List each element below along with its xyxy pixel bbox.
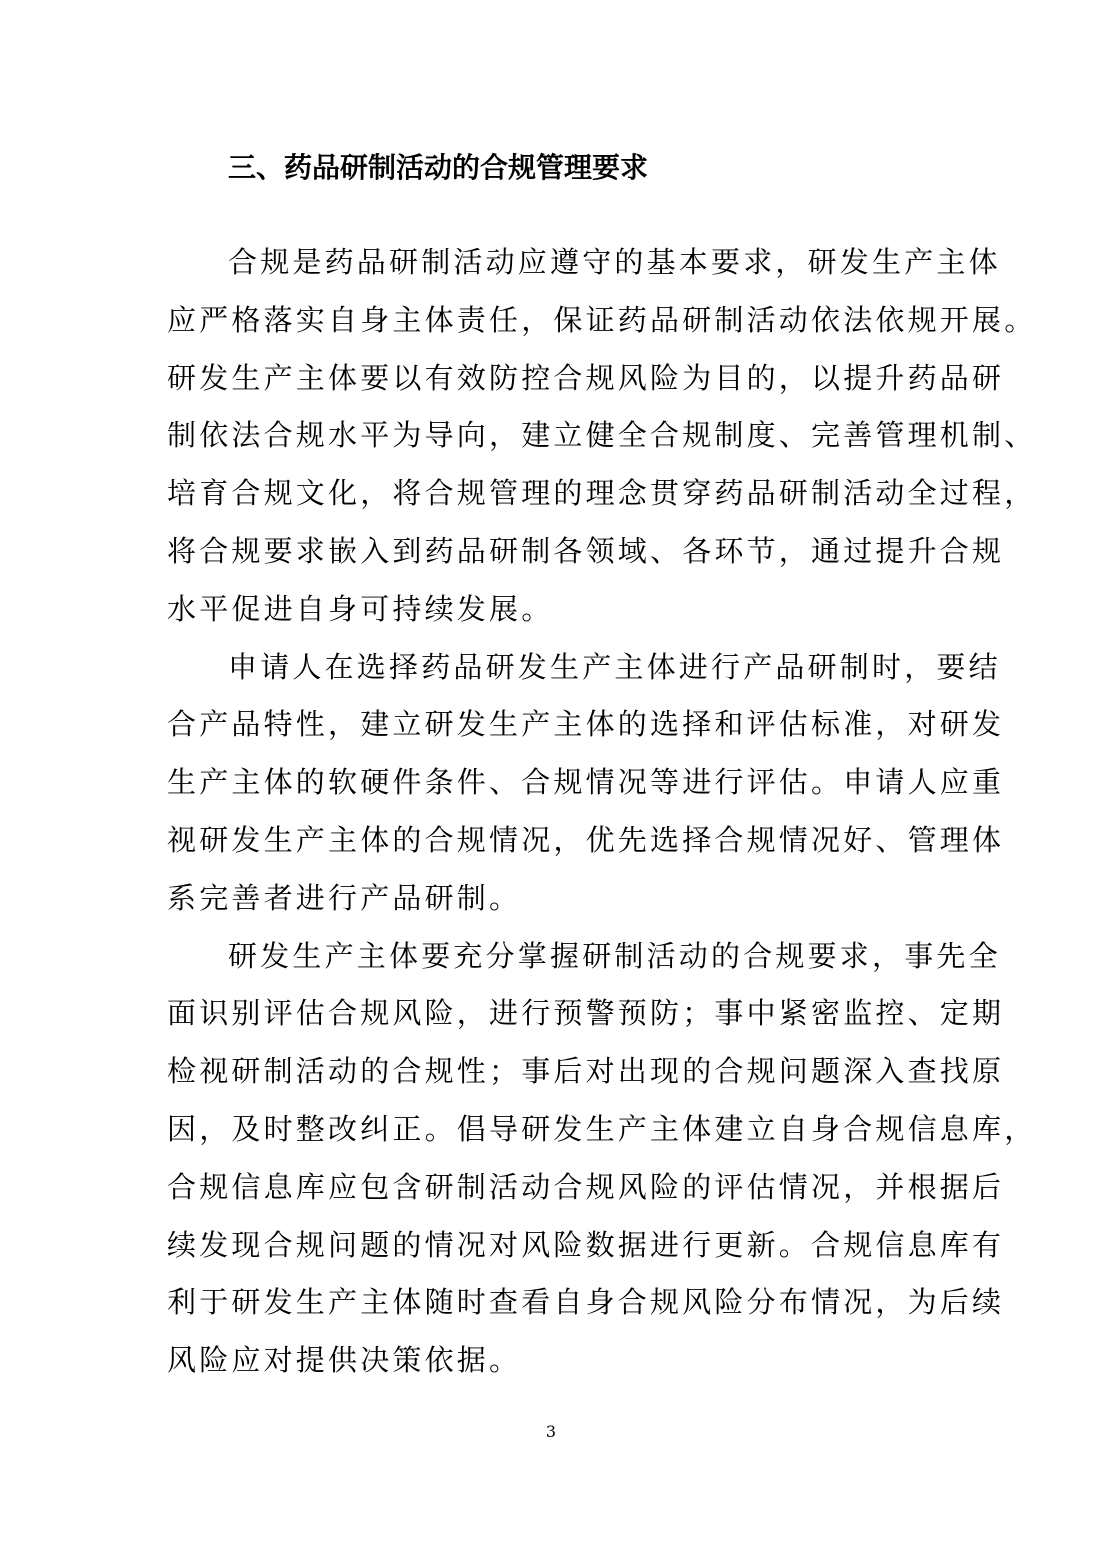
text-line: 申请人在选择药品研发生产主体进行产品研制时，要结 (228, 649, 1001, 684)
text-line: 合规是药品研制活动应遵守的基本要求，研发生产主体 (228, 245, 1001, 279)
text-line: 检视研制活动的合规性；事后对出现的合规问题深入查找原 (167, 1054, 1005, 1089)
text-line: 合规信息库应包含研制活动合规风险的评估情况，并根据后 (167, 1169, 1005, 1204)
text-line: 应严格落实自身主体责任，保证药品研制活动依法依规开展。 (167, 302, 1037, 337)
body-text (167, 234, 1037, 1390)
text-line: 风险应对提供决策依据。 (167, 1343, 522, 1378)
text-line: 制依法合规水平为导向，建立健全合规制度、完善管理机制、 (167, 418, 1037, 453)
text-line: 利于研发生产主体随时查看自身合规风险分布情况，为后续 (167, 1285, 1005, 1320)
text-line: 生产主体的软硬件条件、合规情况等进行评估。申请人应重 (167, 765, 1005, 800)
text-line: 水平促进自身可持续发展。 (167, 591, 554, 626)
text-line: 面识别评估合规风险，进行预警预防；事中紧密监控、定期 (167, 996, 1005, 1031)
text-line: 续发现合规问题的情况对风险数据进行更新。合规信息库有 (167, 1227, 1005, 1262)
text-line: 合产品特性，建立研发生产主体的选择和评估标准，对研发 (167, 707, 1005, 742)
text-line: 将合规要求嵌入到药品研制各领域、各环节，通过提升合规 (167, 533, 1005, 568)
text-line: 系完善者进行产品研制。 (167, 880, 522, 915)
text-line: 培育合规文化，将合规管理的理念贯穿药品研制活动全过程， (167, 476, 1037, 511)
page-number: 3 (545, 1422, 557, 1441)
text-line: 因，及时整改纠正。倡导研发生产主体建立自身合规信息库， (167, 1111, 1037, 1146)
text-line: 研发生产主体要以有效防控合规风险为目的，以提升药品研 (167, 360, 1005, 395)
text-line: 研发生产主体要充分掌握研制活动的合规要求，事先全 (228, 938, 1001, 973)
text-line: 视研发生产主体的合规情况，优先选择合规情况好、管理体 (167, 822, 1005, 857)
section-heading: 三、药品研制活动的合规管理要求 (228, 151, 649, 184)
